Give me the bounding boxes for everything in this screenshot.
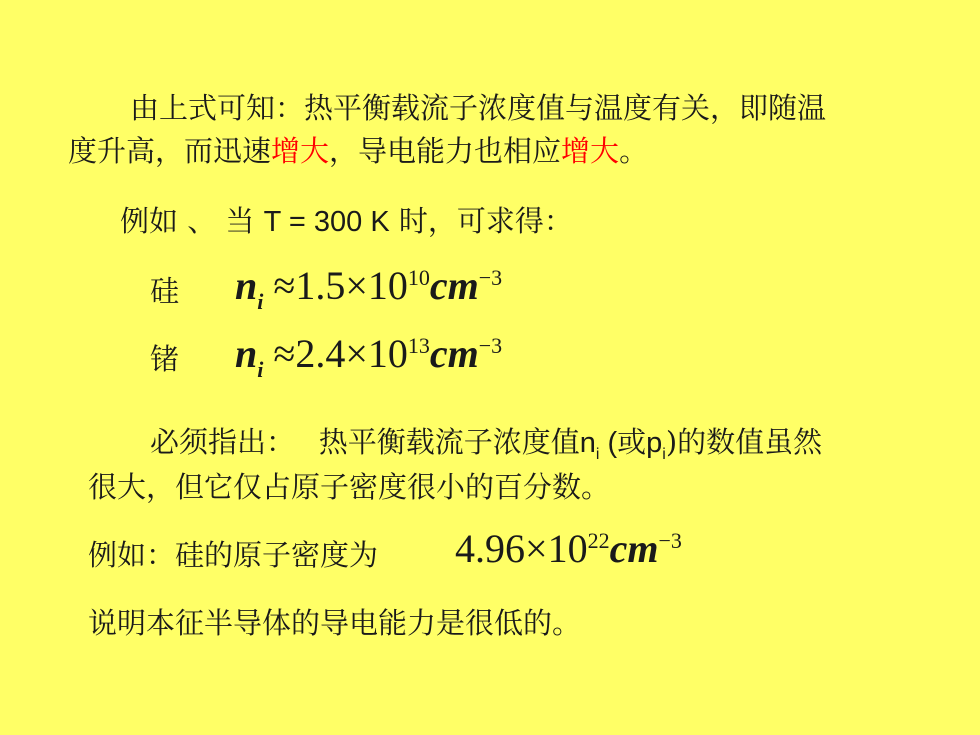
germanium-ni-sub: i xyxy=(257,357,264,382)
silicon-approx: ≈ xyxy=(273,263,296,308)
density-unit: cm xyxy=(609,526,659,571)
example1-condition: T = 300 K xyxy=(263,206,390,238)
para1-line1-text: 由上式可知：热平衡载流子浓度值与温度有关，即随温 xyxy=(130,91,827,125)
note-n-symbol: n xyxy=(579,427,596,459)
note-p-symbol: p xyxy=(646,427,663,459)
germanium-approx: ≈ xyxy=(273,331,296,376)
germanium-times: × xyxy=(345,331,368,376)
note-n-sub: i xyxy=(595,446,600,463)
para1-line2-part-a: 度升高，而迅速 xyxy=(68,134,272,168)
silicon-formula xyxy=(235,262,502,316)
germanium-formula xyxy=(235,330,502,384)
note-line1-text: 必须指出： 热平衡载流子浓度值 xyxy=(150,425,580,459)
germanium-mantissa: 2.4 xyxy=(295,331,346,376)
highlight-increase-2: 增大 xyxy=(561,134,620,168)
silicon-mantissa: 1.5 xyxy=(295,263,346,308)
germanium-label: 锗 xyxy=(150,342,180,376)
silicon-base: 10 xyxy=(367,263,408,308)
example1-prefix: 例如 、 当 xyxy=(120,204,264,238)
density-times: × xyxy=(525,526,548,571)
highlight-increase-1: 增大 xyxy=(271,134,330,168)
note-line2 xyxy=(88,468,610,506)
germanium-unit-exponent: −3 xyxy=(478,333,503,358)
conclusion: 说明本征半导体的导电能力是很低的。 xyxy=(88,606,582,640)
example1-line xyxy=(120,202,573,241)
silicon-label: 硅 xyxy=(150,274,180,308)
note-line1-tail: )的数值虽然 xyxy=(665,425,823,459)
example2-text: 例如：硅的原子密度为 xyxy=(88,538,379,572)
silicon-exponent: 10 xyxy=(407,265,430,290)
germanium-exponent: 13 xyxy=(407,333,430,358)
para1-line2 xyxy=(68,132,648,170)
note-p-sub: i xyxy=(662,446,666,463)
silicon-unit: cm xyxy=(429,263,479,308)
silicon-ni-sub: i xyxy=(257,289,264,314)
density-base: 10 xyxy=(547,526,588,571)
germanium-base: 10 xyxy=(367,331,408,376)
atom-density-formula xyxy=(455,525,682,579)
silicon-unit-exponent: −3 xyxy=(478,265,503,290)
silicon-ni-symbol: n xyxy=(235,263,258,308)
para1-line1 xyxy=(130,89,826,127)
density-mantissa: 4.96 xyxy=(455,526,525,571)
germanium-ni-symbol: n xyxy=(235,331,258,376)
note-line1 xyxy=(150,423,822,467)
silicon-times: × xyxy=(345,263,368,308)
note-paren-open: (或 xyxy=(599,427,647,459)
example1-suffix: 时，可求得： xyxy=(389,204,573,238)
density-unit-exponent: −3 xyxy=(658,528,682,553)
density-exponent: 22 xyxy=(587,528,610,553)
note-line2-text: 很大，但它仅占原子密度很小的百分数。 xyxy=(88,470,611,504)
germanium-unit: cm xyxy=(429,331,479,376)
para1-line2-part-b: ，导电能力也相应 xyxy=(329,134,562,168)
para1-line2-part-c: 。 xyxy=(619,134,649,168)
